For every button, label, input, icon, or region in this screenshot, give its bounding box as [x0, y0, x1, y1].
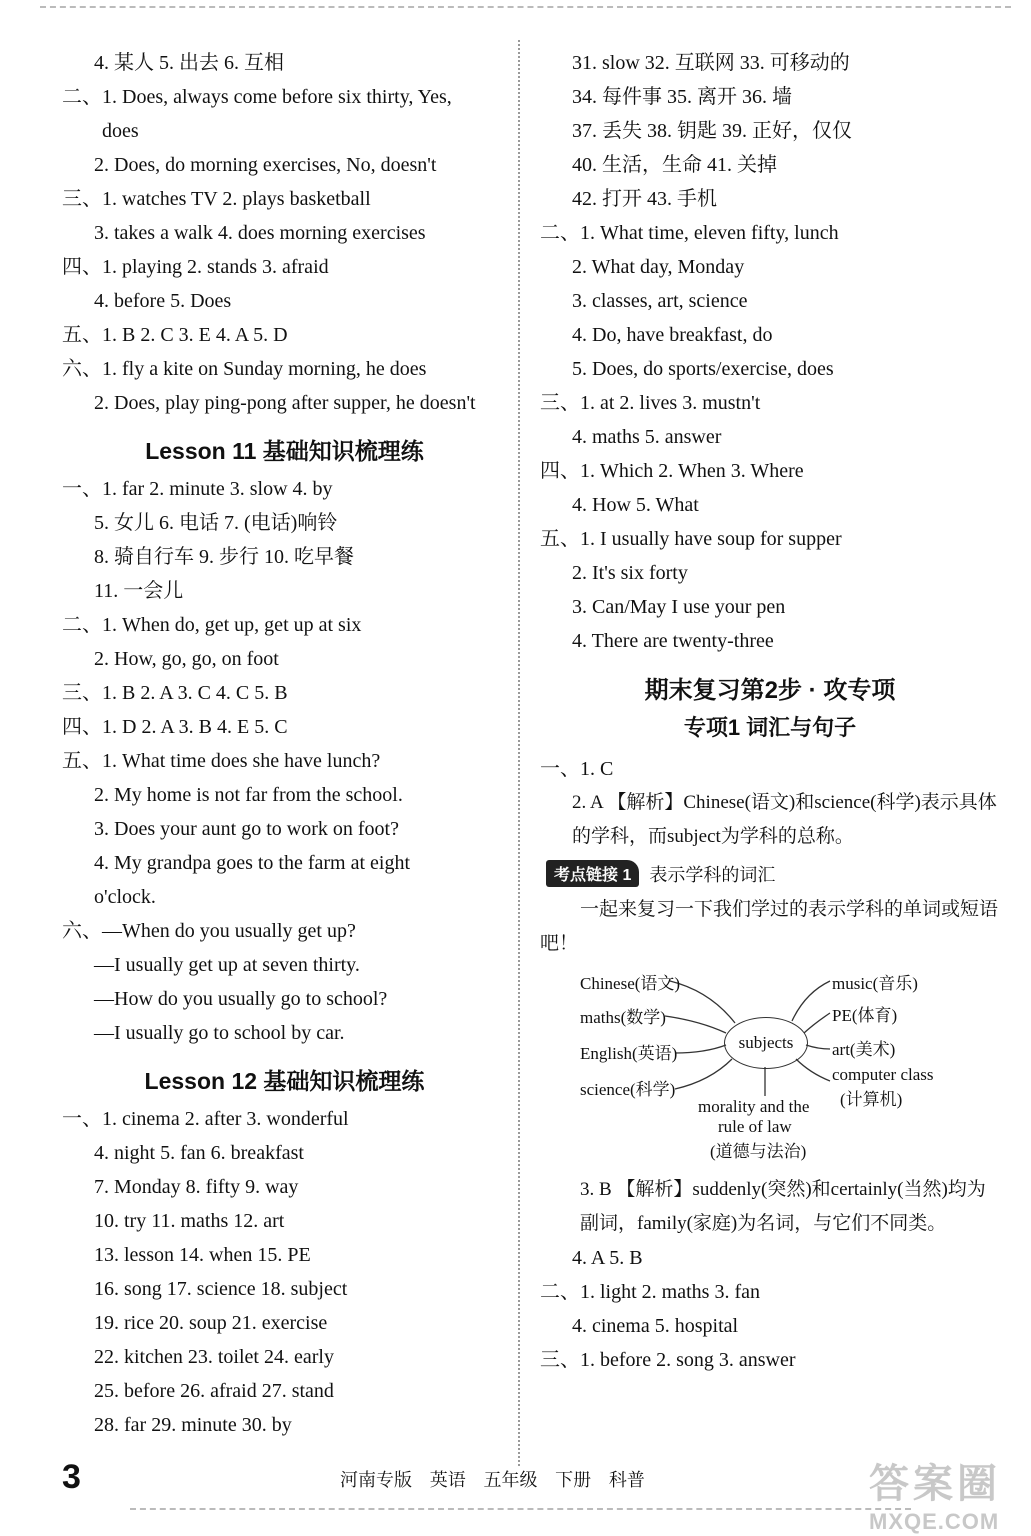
answer-line: 3. Can/May I use your pen [572, 596, 786, 618]
answer-line: 2. What day, Monday [572, 256, 745, 278]
sub-title: 专项1 词汇与句子 [683, 715, 857, 740]
answer-line: 2. How, go, go, on foot [94, 648, 279, 670]
answer-line: 2. Does, do morning exercises, No, doesn't [94, 154, 437, 176]
lesson-12-title: Lesson 12 基础知识梳理练 [144, 1068, 425, 1094]
answer-line: o'clock. [94, 886, 156, 908]
right-tail-answers [540, 1241, 1000, 1377]
mindmap-center: subjects [724, 1017, 808, 1069]
answer-line: —I usually go to school by car. [94, 1022, 345, 1044]
watermark-logo: 答案圈 MXQE.COM [869, 1462, 1001, 1534]
answer-line: 三、1. B 2. A 3. C 4. C 5. B [62, 682, 288, 704]
answer-line: 42. 打开 43. 手机 [572, 188, 717, 210]
answer-line: 三、1. watches TV 2. plays basketball [62, 188, 371, 210]
answer-line: 二、1. When do, get up, get up at six [62, 614, 362, 636]
answer-line: 一、1. cinema 2. after 3. wonderful [62, 1108, 349, 1130]
key-point-label: 表示学科的词汇 [649, 864, 776, 886]
answer-line: 四、1. D 2. A 3. B 4. E 5. C [62, 716, 288, 738]
left-answer-block [62, 46, 507, 420]
answer-line: 一、1. C [540, 758, 614, 780]
answer-line: 5. Does, do sports/exercise, does [572, 358, 834, 380]
key-point-link [546, 860, 1000, 887]
answer-line: 37. 丢失 38. 钥匙 39. 正好，仅仅 [572, 120, 852, 142]
answer-line: 3. classes, art, science [572, 290, 748, 312]
answer-line: 4. 某人 5. 出去 6. 互相 [94, 52, 284, 74]
answer-line: 三、1. before 2. song 3. answer [540, 1349, 796, 1371]
answer-line: 11. 一会儿 [94, 580, 184, 602]
mindmap-item: (道德与法治) [710, 1142, 807, 1161]
answer-line: 4. maths 5. answer [572, 426, 722, 448]
answer-line: 16. song 17. science 18. subject [94, 1278, 348, 1300]
mindmap-item: (计算机) [840, 1090, 903, 1109]
answer-line: 二、1. What time, eleven fifty, lunch [540, 222, 839, 244]
answer-line: 四、1. playing 2. stands 3. afraid [62, 256, 329, 278]
answer-line: —I usually get up at seven thirty. [94, 954, 360, 976]
mindmap-item: art(美术) [832, 1040, 896, 1059]
answer-line: 四、1. Which 2. When 3. Where [540, 460, 804, 482]
key-point-badge: 考点链接 1 [546, 860, 639, 887]
lesson-11-title: Lesson 11 基础知识梳理练 [145, 438, 424, 464]
answer-line: 一、1. far 2. minute 3. slow 4. by [62, 478, 333, 500]
bottom-decoration [130, 1508, 911, 1510]
answer-line: 六、1. fly a kite on Sunday morning, he does [62, 358, 427, 380]
answer-line: 5. 女儿 6. 电话 7. (电话)响铃 [94, 512, 338, 534]
top-decoration [40, 6, 1011, 22]
mindmap-item: Chinese(语文) [580, 974, 681, 993]
answer-line: 10. try 11. maths 12. art [94, 1210, 285, 1232]
answer-line: 7. Monday 8. fifty 9. way [94, 1176, 299, 1198]
answer-line: 3. Does your aunt go to work on foot? [94, 818, 399, 840]
answer-line: 3. takes a walk 4. does morning exercises [94, 222, 426, 244]
answer-line: 2. It's six forty [572, 562, 688, 584]
answer-line: 五、1. What time does she have lunch? [62, 750, 381, 772]
explanation-a: 2. A 【解析】Chinese(语文)和science(科学)表示具体的学科，而subject为学科的总称。 [572, 792, 997, 847]
right-column [540, 46, 1000, 1377]
mindmap-item: morality and the [698, 1097, 810, 1116]
footer-text: 河南专版 英语 五年级 下册 科普 [340, 1470, 645, 1491]
explanation-b: 3. B 【解析】suddenly(突然)和certainly(当然)均为副词，family(家庭)为名词，与它们不同类。 [580, 1179, 986, 1234]
subjects-mindmap [540, 961, 980, 1161]
answer-line: 二、1. Does, always come before six thirty, Yes, [62, 86, 452, 108]
answer-line: 4. Do, have breakfast, do [572, 324, 773, 346]
answer-line: does [102, 120, 139, 142]
answer-line: —How do you usually go to school? [94, 988, 388, 1010]
answer-line: 19. rice 20. soup 21. exercise [94, 1312, 328, 1334]
right-answer-block [540, 46, 1000, 658]
answer-line: 34. 每件事 35. 离开 36. 墙 [572, 86, 792, 108]
lesson-12-answers [62, 1102, 507, 1442]
answer-line: 三、1. at 2. lives 3. mustn't [540, 392, 761, 414]
mindmap-item: PE(体育) [832, 1006, 898, 1025]
answer-line: 22. kitchen 23. toilet 24. early [94, 1346, 334, 1368]
lesson-11-answers [62, 472, 507, 1050]
answer-line: 4. My grandpa goes to the farm at eight [94, 852, 411, 874]
mindmap-item: music(音乐) [832, 974, 918, 993]
section-title: 期末复习第2步 · 攻专项 [644, 677, 896, 704]
answer-line: 28. far 29. minute 30. by [94, 1414, 292, 1436]
answer-line: 4. night 5. fan 6. breakfast [94, 1142, 304, 1164]
answer-line: 六、—When do you usually get up? [62, 920, 356, 942]
answer-line: 2. My home is not far from the school. [94, 784, 403, 806]
answer-line: 25. before 26. afraid 27. stand [94, 1380, 334, 1402]
mindmap-item: rule of law [718, 1117, 792, 1136]
answer-line: 40. 生活，生命 41. 关掉 [572, 154, 777, 176]
answer-line: 4. A 5. B [572, 1247, 643, 1269]
answer-line: 五、1. B 2. C 3. E 4. A 5. D [62, 324, 288, 346]
key-point-description: 一起来复习一下我们学过的表示学科的单词或短语吧！ [540, 899, 999, 954]
answer-line: 4. How 5. What [572, 494, 699, 516]
mindmap-item: computer class [832, 1065, 934, 1084]
answer-line: 4. cinema 5. hospital [572, 1315, 739, 1337]
mindmap-item: maths(数学) [580, 1008, 666, 1027]
column-divider [518, 40, 520, 1466]
mindmap-item: science(科学) [580, 1080, 676, 1099]
page-number: 3 [62, 1458, 81, 1496]
answer-line: 2. Does, play ping-pong after supper, he doesn't [94, 392, 476, 414]
answer-line: 4. There are twenty-three [572, 630, 774, 652]
answer-line: 31. slow 32. 互联网 33. 可移动的 [572, 52, 850, 74]
answer-line: 五、1. I usually have soup for supper [540, 528, 842, 550]
mindmap-item: English(英语) [580, 1044, 678, 1063]
answer-line: 13. lesson 14. when 15. PE [94, 1244, 311, 1266]
answer-line: 二、1. light 2. maths 3. fan [540, 1281, 760, 1303]
answer-line: 8. 骑自行车 9. 步行 10. 吃早餐 [94, 546, 354, 568]
answer-line: 4. before 5. Does [94, 290, 232, 312]
left-column [62, 46, 507, 1442]
